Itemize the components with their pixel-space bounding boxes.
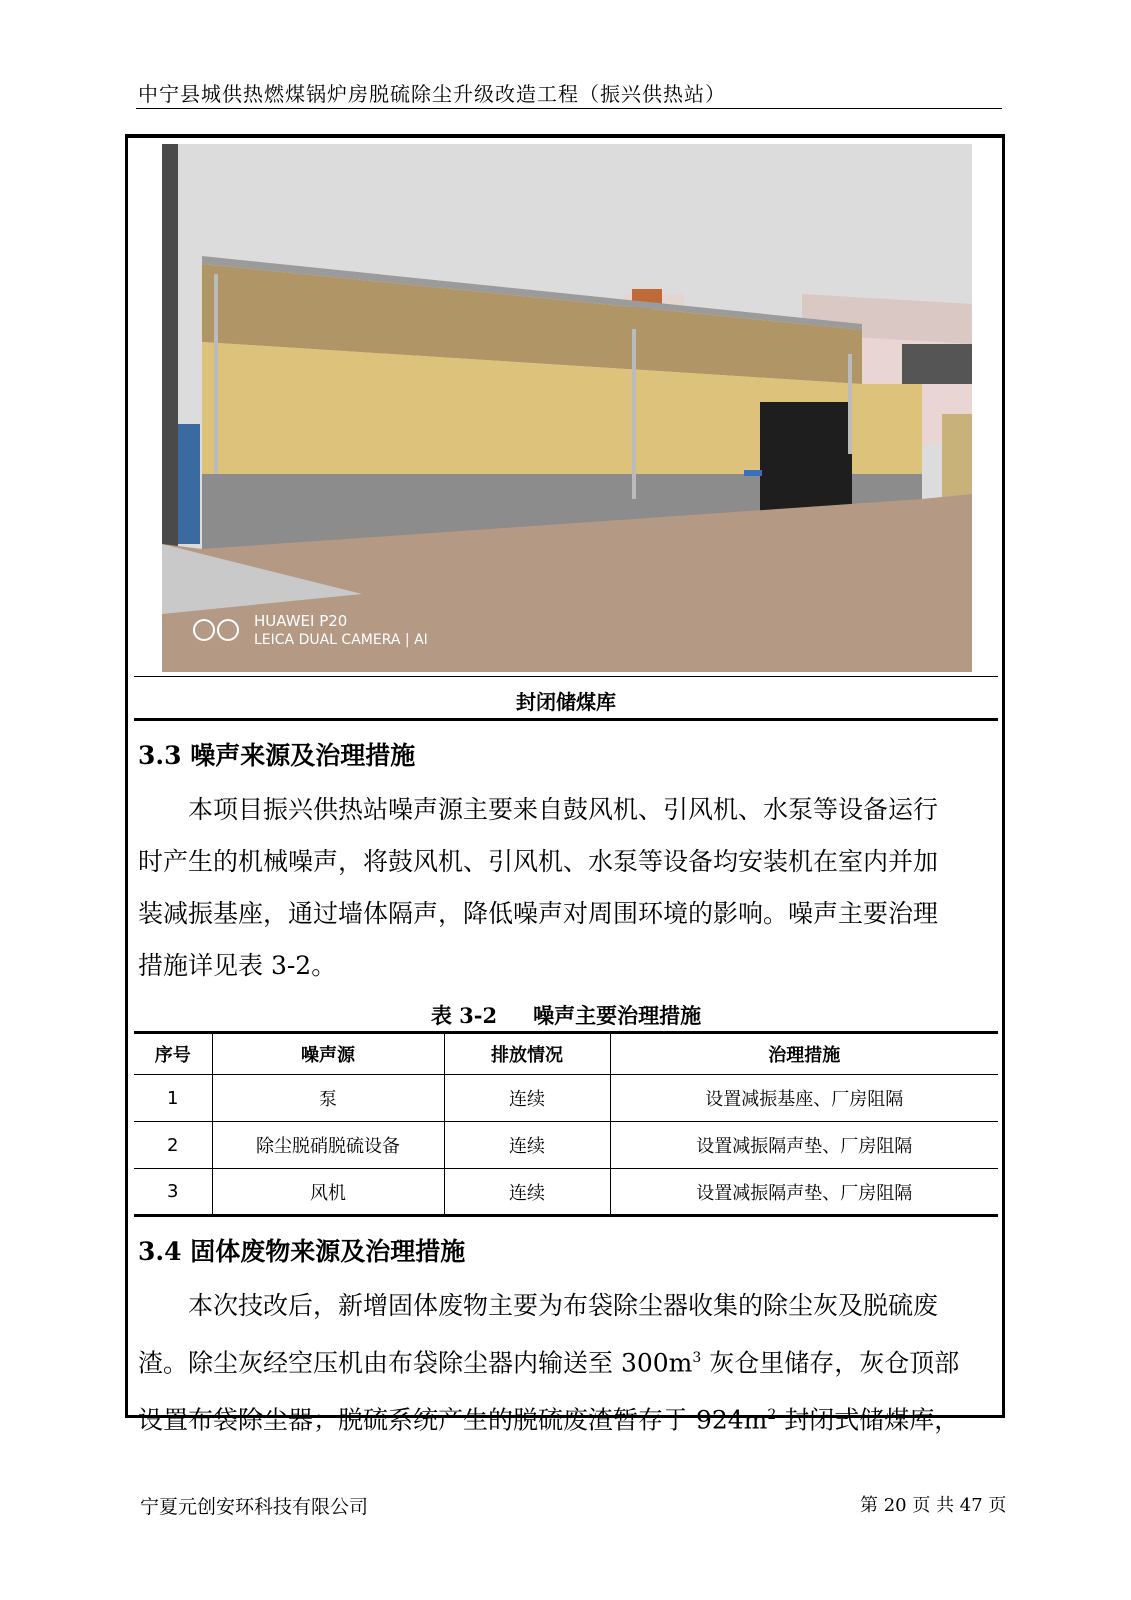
table-cell: 2 xyxy=(167,1134,179,1156)
paragraph-line: 时产生的机械噪声，将鼓风机、引风机、水泵等设备均安装机在室内并加 xyxy=(138,847,939,876)
text-run: 渣。除尘灰经空压机由布袋除尘器内输送至 300m xyxy=(138,1348,693,1378)
paragraph-line: 本次技改后，新增固体废物主要为布袋除尘器收集的除尘灰及脱硫废 xyxy=(188,1291,939,1320)
section-3-3-paragraph xyxy=(138,784,998,992)
table-cell: 设置减振基座、厂房阻隔 xyxy=(610,1075,998,1122)
table-number: 表 3-2 xyxy=(430,1003,498,1028)
table-header-row xyxy=(134,1033,998,1075)
footer-page-number: 第 20 页 共 47 页 xyxy=(860,1495,1007,1516)
table-row xyxy=(134,1075,998,1122)
header-rule xyxy=(136,108,1002,109)
table-cell: 设置减振隔声垫、厂房阻隔 xyxy=(610,1169,998,1216)
paragraph-line: 本项目振兴供热站噪声源主要来自鼓风机、引风机、水泵等设备运行 xyxy=(188,795,939,824)
watermark-line2: LEICA DUAL CAMERA | AI xyxy=(254,632,428,648)
footer-company: 宁夏元创安环科技有限公司 xyxy=(140,1496,369,1518)
superscript: 3 xyxy=(692,1350,702,1366)
header-cell: 序号 xyxy=(154,1045,191,1066)
caption-top-rule xyxy=(134,676,998,677)
table-cell: 1 xyxy=(167,1087,179,1109)
table-cell: 3 xyxy=(167,1181,179,1202)
watermark-line1: HUAWEI P20 xyxy=(254,612,348,630)
table-cell: 连续 xyxy=(444,1075,610,1122)
paragraph-line xyxy=(138,1332,998,1389)
table-row xyxy=(134,1122,998,1169)
table-cell: 除尘脱硝脱硫设备 xyxy=(212,1122,444,1169)
section-3-3-title: 3.3 噪声来源及治理措施 xyxy=(138,741,416,770)
paragraph-line: 装减振基座，通过墙体隔声，降低噪声对周围环境的影响。噪声主要治理 xyxy=(138,899,939,928)
table-cell: 连续 xyxy=(444,1169,610,1216)
coal-storage-photo xyxy=(162,144,972,672)
table-cell: 连续 xyxy=(444,1122,610,1169)
header-cell: 噪声源 xyxy=(212,1033,444,1075)
table-caption xyxy=(134,1000,998,1030)
section-3-4-paragraph xyxy=(138,1280,998,1447)
superscript: 2 xyxy=(767,1407,777,1424)
paragraph-line: 措施详见表 3-2。 xyxy=(138,951,337,980)
table-cell: 泵 xyxy=(212,1075,444,1122)
noise-measures-table xyxy=(134,1031,998,1217)
caption-bottom-rule xyxy=(134,718,998,721)
header-cell: 治理措施 xyxy=(610,1033,998,1075)
text-run: 封闭式储煤库， xyxy=(776,1405,960,1435)
table-row xyxy=(134,1169,998,1216)
table-cell: 设置减振隔声垫、厂房阻隔 xyxy=(610,1122,998,1169)
table-title: 噪声主要治理措施 xyxy=(533,1003,702,1028)
table-cell: 风机 xyxy=(212,1169,444,1216)
document-header: 中宁县城供热燃煤锅炉房脱硫除尘升级改造工程（振兴供热站） xyxy=(138,82,726,106)
photo-caption: 封闭储煤库 xyxy=(516,690,616,714)
text-run: 灰仓里储存，灰仓顶部 xyxy=(701,1348,960,1378)
section-3-4-title: 3.4 固体废物来源及治理措施 xyxy=(138,1237,466,1266)
text-run: 设置布袋除尘器；脱硫系统产生的脱硫废渣暂存于 924m xyxy=(138,1405,768,1435)
paragraph-line xyxy=(138,1389,998,1446)
header-cell: 排放情况 xyxy=(444,1033,610,1075)
